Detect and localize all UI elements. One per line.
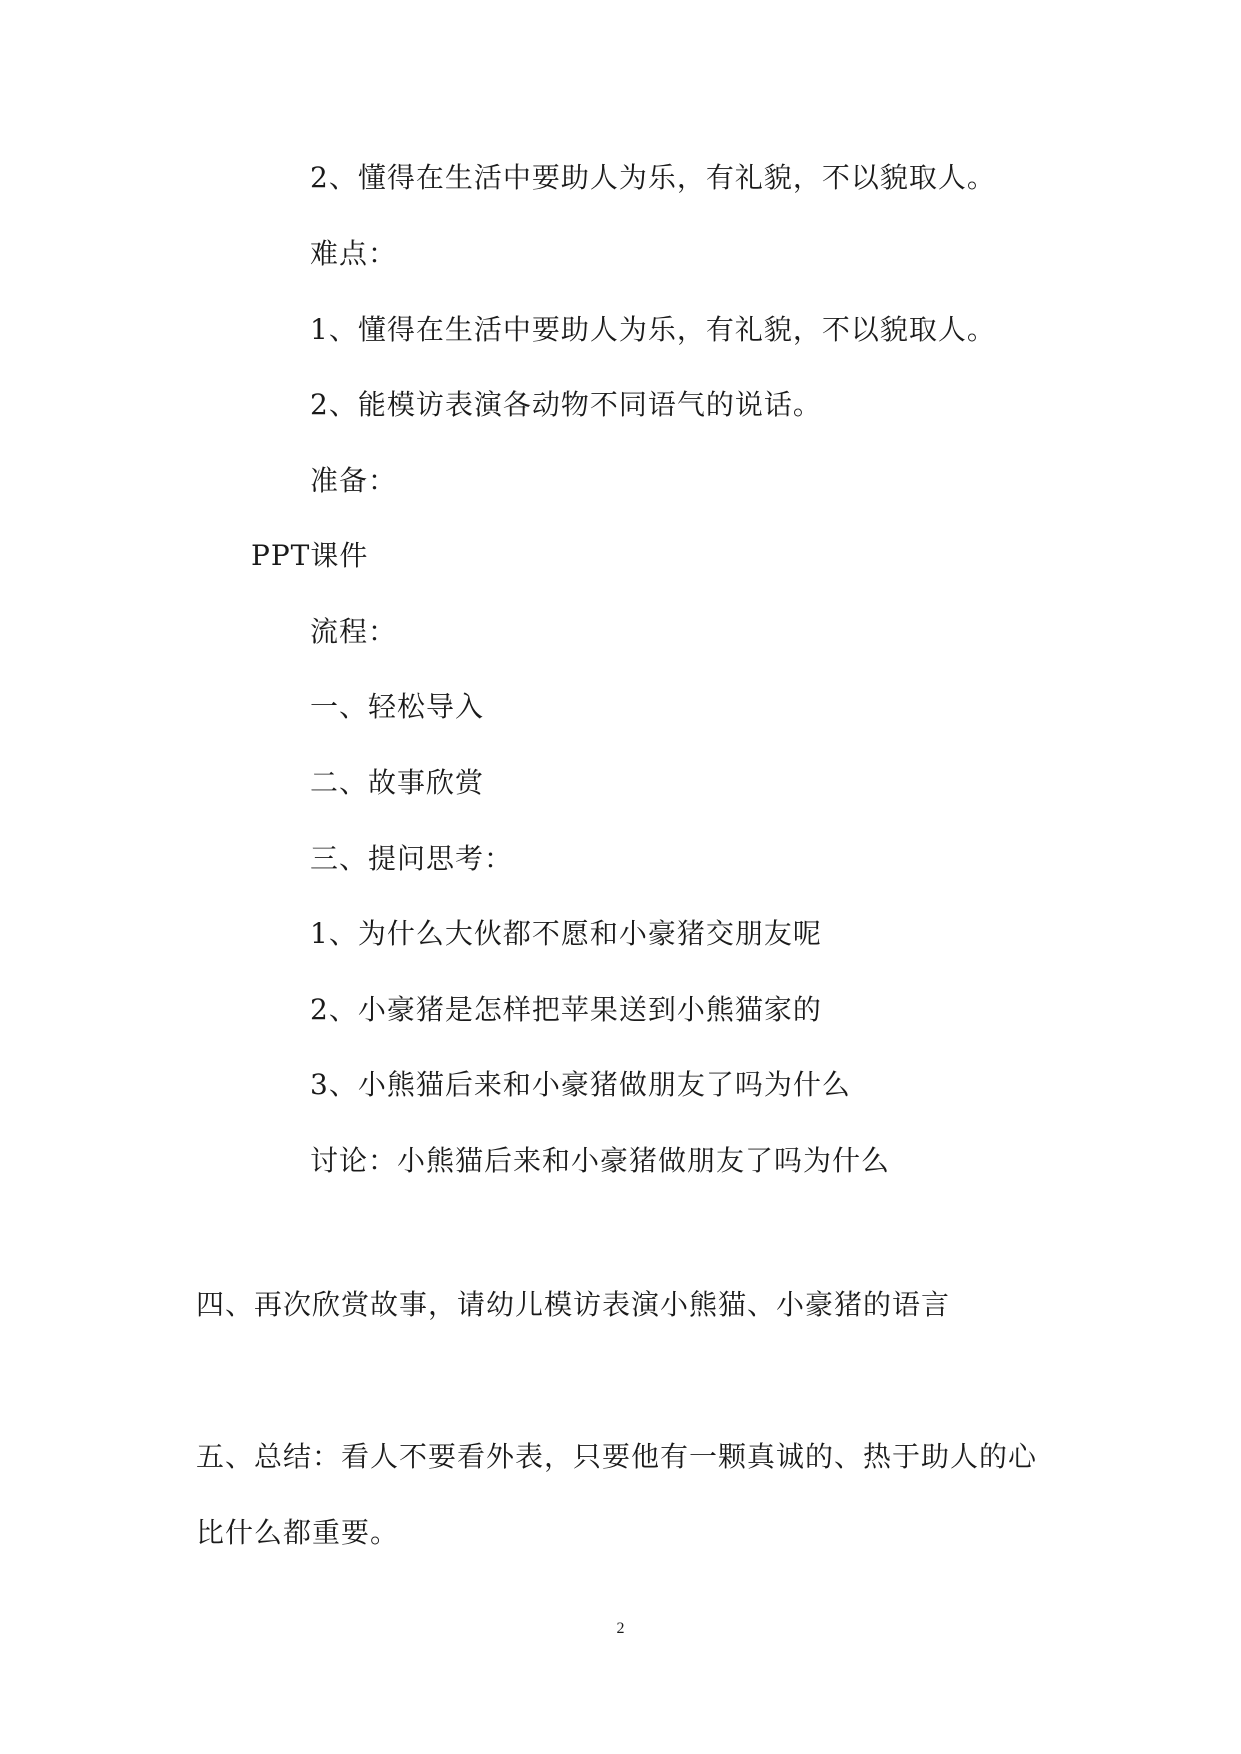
text-line: 3、小熊猫后来和小豪猪做朋友了吗为什么 (310, 1068, 851, 1101)
text-line: 四、再次欣赏故事，请幼儿模访表演小熊猫、小豪猪的语言 (196, 1288, 951, 1321)
text-line: 流程： (310, 615, 398, 648)
text-line: 一、轻松导入 (310, 690, 485, 723)
text-line: 比什么都重要。 (196, 1516, 400, 1549)
text-line: 2、懂得在生活中要助人为乐，有礼貌，不以貌取人。 (310, 161, 996, 194)
text-line: 五、总结：看人不要看外表，只要他有一颗真诚的、热于助人的心 (196, 1440, 1038, 1473)
text-line: 二、故事欣赏 (310, 766, 485, 799)
text-line: 2、小豪猪是怎样把苹果送到小熊猫家的 (310, 993, 822, 1026)
text-line: 难点： (310, 237, 398, 270)
text-line: PPT课件 (251, 539, 369, 572)
text-line: 2、能模访表演各动物不同语气的说话。 (310, 388, 822, 421)
text-line: 1、为什么大伙都不愿和小豪猪交朋友呢 (310, 917, 822, 950)
text-line: 三、提问思考： (310, 842, 514, 875)
text-line: 1、懂得在生活中要助人为乐，有礼貌，不以貌取人。 (310, 313, 996, 346)
page-number: 2 (616, 1620, 625, 1637)
text-line: 准备： (310, 464, 398, 497)
text-line: 讨论：小熊猫后来和小豪猪做朋友了吗为什么 (310, 1144, 891, 1177)
